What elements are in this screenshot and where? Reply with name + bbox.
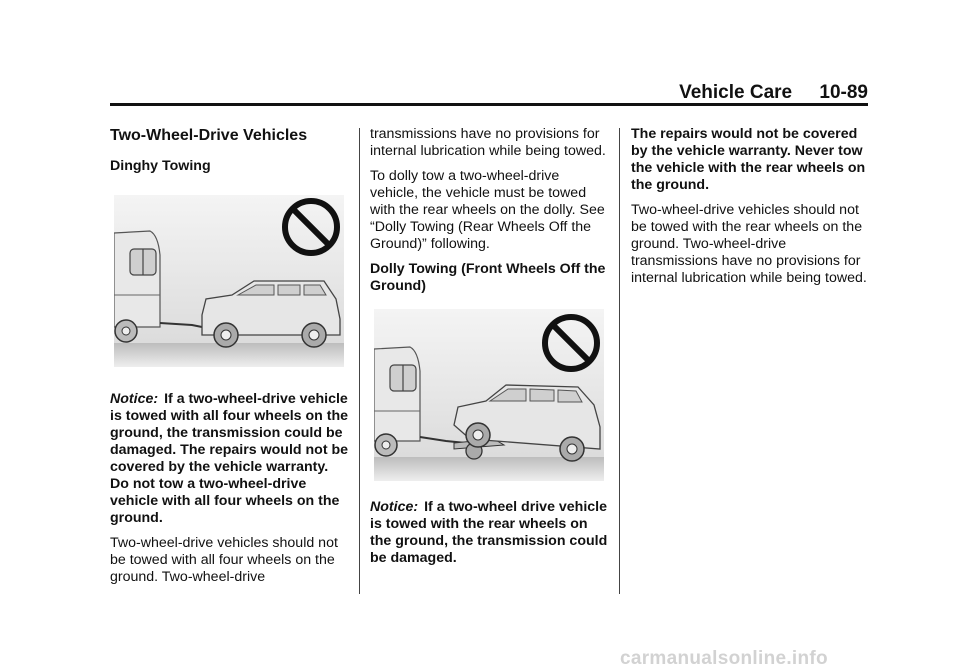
page-header (110, 82, 868, 104)
notice-block (370, 499, 610, 567)
dolly-towing-illustration (374, 309, 604, 481)
notice-text: If a two-wheel drive vehicle is towed with the rear wheels on the ground, the transmission could be damaged. (370, 499, 608, 566)
page-number: 10-89 (819, 82, 868, 103)
subheading-dolly-towing: Dolly Towing (Front Wheels Off the Ground) (370, 261, 606, 294)
body-paragraph: Two-wheel-drive vehicles should not be towed with the rear wheels on the ground. Two-wheel-drive transmissions have no provisions for internal lubrication while being towed. (631, 202, 867, 286)
column-1 (110, 126, 350, 594)
notice-text: If a two-wheel-drive vehicle is towed with all four wheels on the ground, the transmission could be damaged. The repairs would not be covered by the vehicle warranty. Do not tow a two-wheel-drive vehicle with all four wheels on the ground. (110, 391, 349, 526)
column-2 (370, 126, 610, 575)
notice-label: Notice: (370, 499, 419, 515)
body-paragraph-2: To dolly tow a two-wheel-drive vehicle, the vehicle must be towed with the rear wheels on the dolly. See “Dolly Towing (Rear Wheels Off the Ground)” following. (370, 168, 605, 252)
section-heading: Two-Wheel-Drive Vehicles (110, 127, 308, 144)
subheading-dinghy-towing: Dinghy Towing (110, 158, 211, 174)
watermark: carmanualsonline.info (620, 648, 828, 669)
body-paragraph: Two-wheel-drive vehicles should not be towed with all four wheels on the ground. Two-wheel-drive (110, 535, 338, 585)
section-title: Vehicle Care (679, 82, 793, 103)
notice-continuation: The repairs would not be covered by the vehicle warranty. Never tow the vehicle with the rear wheels on the ground. (631, 126, 866, 193)
dinghy-towing-illustration (114, 195, 344, 367)
column-divider-2 (619, 128, 620, 594)
notice-label: Notice: (110, 391, 159, 407)
header-rule (110, 103, 868, 106)
notice-block (110, 391, 350, 527)
column-3 (631, 126, 871, 295)
body-paragraph-1: transmissions have no provisions for internal lubrication while being towed. (370, 126, 606, 159)
column-divider-1 (359, 128, 360, 594)
